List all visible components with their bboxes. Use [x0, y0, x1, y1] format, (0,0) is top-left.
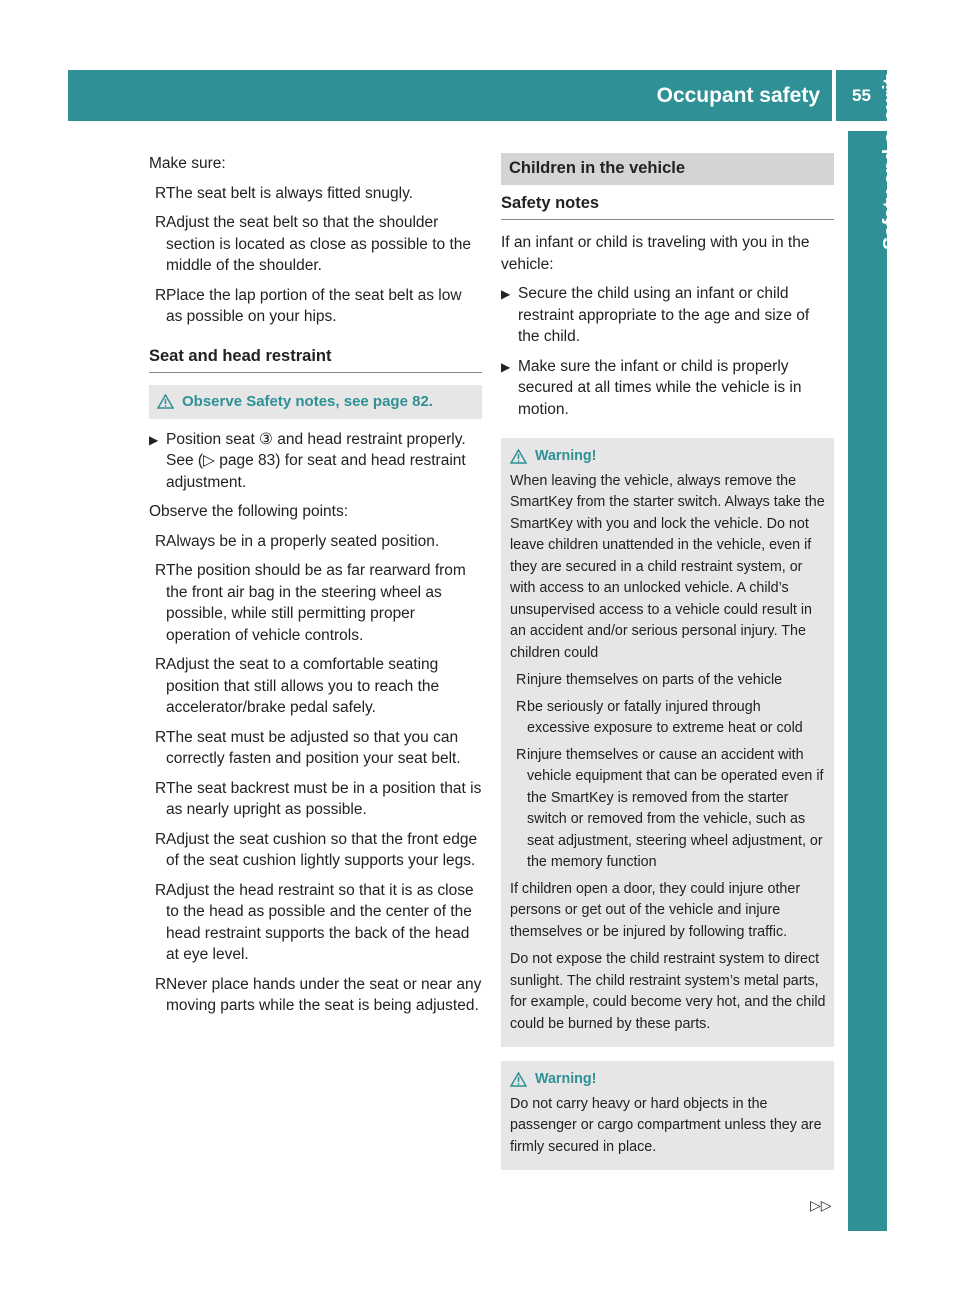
warning-text: Do not expose the child restraint system to direct sunlight. The child restraint system’s metal parts, for example, could become very hot, and the child could be burned by these parts. — [510, 951, 826, 1032]
bullet-marker: R — [155, 975, 167, 993]
list-item: R injure themselves on parts of the vehicle — [510, 670, 826, 692]
list-item: R The seat belt is always fitted snugly. — [149, 183, 482, 205]
bullet-marker: R — [155, 656, 167, 673]
warning-text: If children open a door, they could injure other persons or get out of the vehicle and injure themselves or be injured by following traffic. — [510, 880, 801, 940]
left-column — [149, 153, 482, 1025]
side-tab-label: Safety and security — [880, 66, 902, 250]
warning-icon — [157, 394, 174, 409]
safety-note-text: Observe Safety notes, see page 82. — [182, 393, 433, 410]
step-item: ▶ Secure the child using an infant or child restraint appropriate to the age and size of the child. — [501, 285, 810, 345]
page-title: Occupant safety — [656, 84, 820, 107]
page-number: 55 — [836, 70, 887, 121]
list-item: R The position should be as far rearward from the front air bag in the steering wheel as possible, while still permitting proper operation of vehicle controls. — [155, 562, 466, 644]
warning-title: Warning! — [510, 1069, 826, 1091]
continue-icon: ▷▷ — [810, 1197, 832, 1213]
step-marker: ▶ — [501, 287, 511, 301]
warning-text: Do not carry heavy or hard objects in the passenger or cargo compartment unless they are firmly secured in place. — [510, 1095, 822, 1155]
bullet-marker: R — [155, 779, 167, 797]
bullet-marker: R — [155, 881, 167, 899]
step-marker: ▶ — [149, 432, 159, 447]
bullet-marker: R — [155, 728, 167, 746]
warning-text: When leaving the vehicle, always remove the SmartKey from the starter switch. Always take the SmartKey with you and lock the vehicle. Do not leave children unattended in the vehicle, even if they are secured in a child restraint system, or with access to an unlocked vehicle. A child’s unsupervised access to a vehicle could result in an accident and/or serious personal injury. The children could — [510, 472, 825, 661]
list-item: R Adjust the head restraint so that it is as close to the head as possible and the center of the head restraint supports the back of the head at eye level. — [155, 881, 474, 963]
list-item: R The seat must be adjusted so that you can correctly fasten and position your seat belt. — [155, 728, 461, 767]
step-item: ▶ Position seat ③ and head restraint properly. See (▷ page 83) for seat and head restraint adjustment. — [149, 430, 466, 491]
list-item: R injure themselves or cause an accident with vehicle equipment that can be operated even if the SmartKey is removed from the starter switch or removed from the vehicle, such as seat adjustment, steering wheel adjustment, or the memory function — [516, 746, 824, 870]
list-item: R Place the lap portion of the seat belt as low as possible on your hips. — [155, 286, 462, 325]
section-bar: Children in the vehicle — [501, 153, 834, 185]
list-item: R Always be in a properly seated position. — [149, 531, 482, 553]
section-heading: Seat and head restraint — [149, 346, 482, 374]
warning-box — [501, 438, 834, 1047]
safety-note — [149, 385, 482, 419]
bullet-marker: R — [516, 672, 527, 688]
warning-title: Warning! — [510, 446, 826, 468]
side-tab — [848, 131, 887, 1231]
observe-text: Observe the following points: — [149, 503, 349, 520]
bullet-marker: R — [155, 562, 167, 579]
warning-icon — [510, 1072, 527, 1087]
bullet-marker: R — [516, 746, 527, 763]
list-item: R Never place hands under the seat or near any moving parts while the seat is being adjusted. — [155, 975, 482, 1014]
step-item: ▶ Make sure the infant or child is properly secured at all times while the vehicle is in motion. — [501, 357, 802, 418]
section-heading: Safety notes — [501, 193, 834, 221]
bullet-marker: R — [155, 830, 167, 848]
step-marker: ▶ — [501, 359, 511, 374]
list-item: R Adjust the seat belt so that the shoulder section is located as close as possible to the middle of the shoulder. — [155, 214, 472, 274]
warning-box — [501, 1061, 834, 1170]
header-bar — [68, 70, 832, 121]
right-column — [501, 153, 834, 1170]
intro-text: Make sure: — [149, 155, 226, 172]
bullet-marker: R — [155, 184, 167, 202]
intro-text: If an infant or child is traveling with you in the vehicle: — [501, 234, 810, 273]
bullet-marker: R — [155, 286, 167, 304]
list-item: R The seat backrest must be in a position that is as nearly upright as possible. — [155, 779, 482, 818]
bullet-marker: R — [516, 698, 527, 715]
list-item: R Adjust the seat cushion so that the front edge of the seat cushion lightly supports your legs. — [155, 830, 478, 869]
warning-icon — [510, 449, 527, 464]
list-item: R be seriously or fatally injured through excessive exposure to extreme heat or cold — [516, 698, 803, 736]
list-item: R Adjust the seat to a comfortable seating position that still allows you to reach the accelerator/brake pedal safely. — [155, 656, 440, 716]
bullet-marker: R — [155, 214, 167, 231]
bullet-marker: R — [155, 532, 167, 550]
